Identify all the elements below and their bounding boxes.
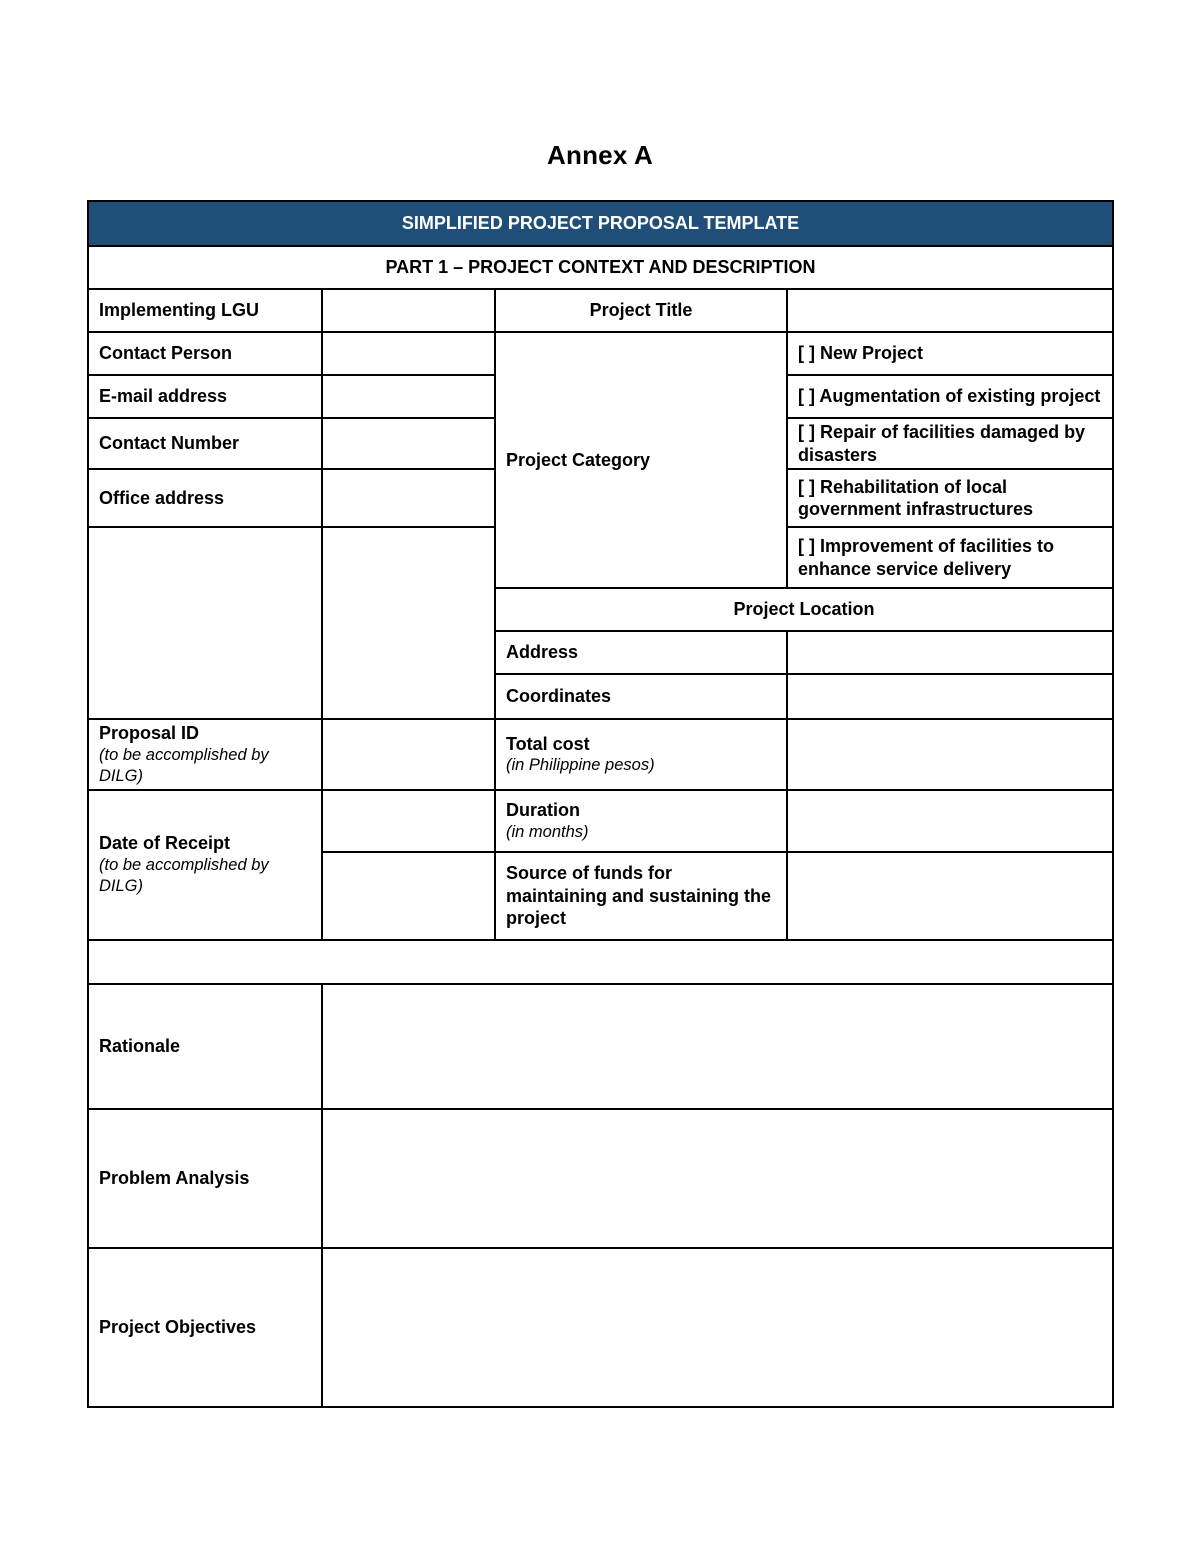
- label-address-text: Address: [506, 642, 579, 663]
- label-project-title: [494, 288, 788, 333]
- category-option-text: [ ] Improvement of facilities to enhance service delivery: [798, 536, 1055, 579]
- label-date-of-receipt-text: Date of Receipt: [99, 833, 231, 854]
- part-title-text: PART 1 – PROJECT CONTEXT AND DESCRIPTION: [385, 257, 816, 278]
- label-project-location-text: Project Location: [733, 599, 875, 620]
- input-office-address[interactable]: [321, 468, 496, 528]
- label-project-category: [494, 331, 788, 589]
- input-address[interactable]: [786, 630, 1114, 675]
- category-option-text: [ ] Repair of facilities damaged by disasters: [798, 422, 1086, 465]
- input-problem-analysis[interactable]: [321, 1108, 1114, 1249]
- input-implementing-lgu[interactable]: [321, 288, 496, 333]
- label-office-address: [87, 468, 323, 528]
- label-contact-number: [87, 417, 323, 470]
- category-option-new-project[interactable]: [786, 331, 1114, 376]
- label-duration-text: Duration: [506, 800, 580, 821]
- label-total-cost: [494, 718, 788, 791]
- input-email-address[interactable]: [321, 374, 496, 419]
- input-coordinates[interactable]: [786, 673, 1114, 720]
- input-project-title[interactable]: [786, 288, 1114, 333]
- label-problem-analysis: [87, 1108, 323, 1249]
- category-option-augmentation[interactable]: [786, 374, 1114, 419]
- label-source-of-funds: [494, 851, 788, 941]
- input-duration[interactable]: [786, 789, 1114, 853]
- input-source-of-funds[interactable]: [786, 851, 1114, 941]
- label-project-objectives-text: Project Objectives: [99, 1317, 257, 1338]
- part-title: [87, 245, 1114, 290]
- category-option-text: [ ] Augmentation of existing project: [798, 386, 1101, 407]
- category-option-improvement[interactable]: [786, 526, 1114, 589]
- label-coordinates: [494, 673, 788, 720]
- label-proposal-id: [87, 718, 323, 791]
- label-project-objectives: [87, 1247, 323, 1408]
- label-address: [494, 630, 788, 675]
- label-implementing-lgu: [87, 288, 323, 333]
- input-rationale[interactable]: [321, 983, 1114, 1110]
- input-date-of-receipt-1[interactable]: [321, 789, 496, 853]
- label-contact-person-text: Contact Person: [99, 343, 233, 364]
- label-contact-person: [87, 331, 323, 376]
- label-date-of-receipt-note: (to be accomplished by DILG): [99, 855, 269, 896]
- label-source-of-funds-text: Source of funds for maintaining and sustaining the project: [506, 863, 772, 929]
- label-project-title-text: Project Title: [589, 300, 693, 321]
- template-banner-text: SIMPLIFIED PROJECT PROPOSAL TEMPLATE: [401, 213, 800, 234]
- template-banner: [87, 200, 1114, 247]
- label-total-cost-note: (in Philippine pesos): [506, 756, 655, 775]
- page-title: Annex A: [547, 140, 653, 170]
- proposal-form: [87, 200, 1114, 1408]
- label-rationale-text: Rationale: [99, 1036, 181, 1057]
- label-email-address: [87, 374, 323, 419]
- category-option-repair[interactable]: [786, 417, 1114, 470]
- category-option-text: [ ] Rehabilitation of local government infrastructures: [798, 476, 1034, 519]
- blank-spacer-row: [87, 939, 1114, 985]
- label-coordinates-text: Coordinates: [506, 686, 612, 707]
- label-rationale: [87, 983, 323, 1110]
- label-email-address-text: E-mail address: [99, 386, 228, 407]
- blank-label-cell: [87, 526, 323, 720]
- label-total-cost-text: Total cost: [506, 733, 590, 754]
- input-project-objectives[interactable]: [321, 1247, 1114, 1408]
- category-option-rehabilitation[interactable]: [786, 468, 1114, 528]
- category-option-text: [ ] New Project: [798, 343, 924, 364]
- label-duration: [494, 789, 788, 853]
- label-implementing-lgu-text: Implementing LGU: [99, 300, 260, 321]
- label-project-category-text: Project Category: [506, 449, 651, 470]
- label-project-location: [494, 587, 1114, 632]
- label-office-address-text: Office address: [99, 487, 225, 508]
- label-proposal-id-note: (to be accomplished by DILG): [99, 745, 269, 785]
- input-contact-person[interactable]: [321, 331, 496, 376]
- label-date-of-receipt: [87, 789, 323, 941]
- input-proposal-id[interactable]: [321, 718, 496, 791]
- input-total-cost[interactable]: [786, 718, 1114, 791]
- input-contact-number[interactable]: [321, 417, 496, 470]
- label-problem-analysis-text: Problem Analysis: [99, 1168, 250, 1189]
- input-blank[interactable]: [321, 526, 496, 720]
- label-proposal-id-text: Proposal ID: [99, 723, 200, 743]
- input-date-of-receipt-2[interactable]: [321, 851, 496, 941]
- label-contact-number-text: Contact Number: [99, 433, 240, 454]
- label-duration-note: (in months): [506, 822, 589, 841]
